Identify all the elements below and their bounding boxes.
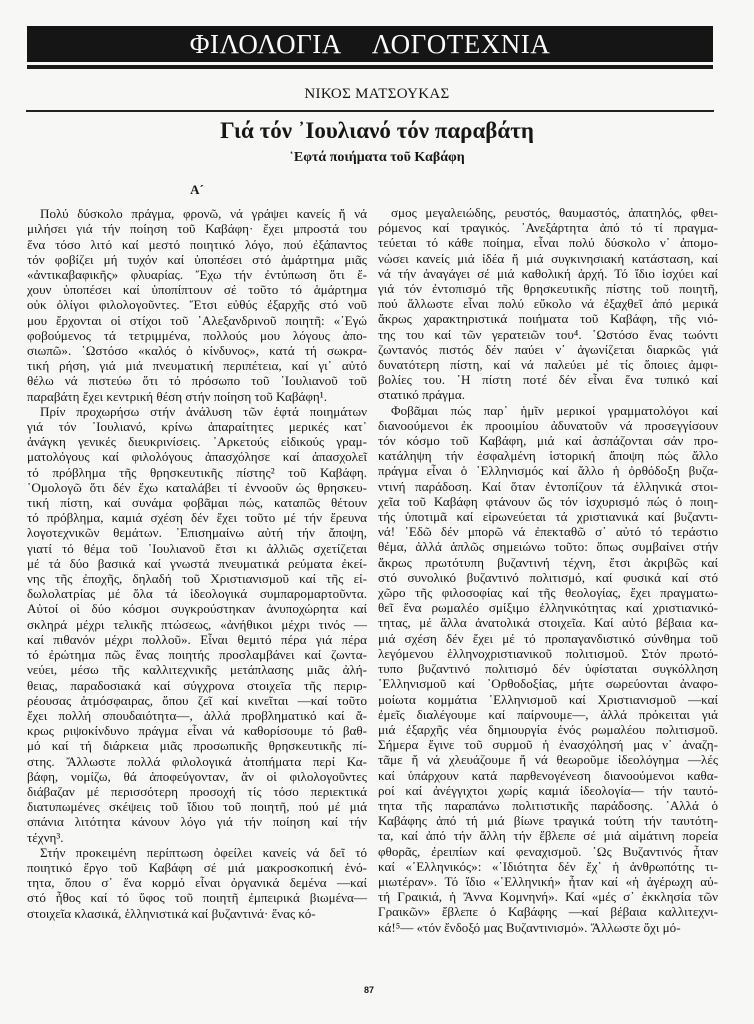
text-line: ἔχει πολλή σπουδαιότητα—, ἀλλά προβληματικό καί ἄ- bbox=[27, 707, 367, 723]
text-line: μου ἔρχονται οἱ στίχοι τοῦ ᾿Αλεξανδρινοῦ ποιητῆ: «᾿Εγώ bbox=[27, 312, 367, 328]
text-line: τό ἐρώτημα πῶς ἕνας ποιητής προσλαμβάνει καί ζωντα- bbox=[27, 647, 367, 663]
text-line: ποιητικό ἔργο τοῦ Καβάφη σέ μιά μακροσκοπική ἑνό- bbox=[27, 859, 367, 875]
text-line: δωλολατρίας μέ ὅλα τά ἰδεολογικά συμπαρομαρτοῦντα. bbox=[27, 586, 367, 602]
text-line: θεῖ ἕνα ρωμαλέο σμίξιμο ἑλληνικότητας καί χριστιανικό- bbox=[378, 600, 718, 616]
text-line: Γραικῶν» ἔβλεπε ὁ Καβάφης —καί βέβαια καλλιτεχνι- bbox=[378, 904, 718, 920]
section-mark: Α´ bbox=[190, 182, 204, 197]
text-line: ζωντανός πιστός δέν παύει ν᾿ ἀγωνίζεται διαρκῶς γιά bbox=[378, 341, 718, 357]
header-rule bbox=[27, 65, 713, 69]
text-line: μό καί τή διάρκεια μιᾶς προσωπικῆς θρησκευτικῆς πί- bbox=[27, 738, 367, 754]
text-line: στης. Ἄλλωστε πολλά φιλολογικά ἀτοπήματα περί Κα- bbox=[27, 753, 367, 769]
text-line: τό πρόβλημα τῆς θρησκευτικῆς πίστης² τοῦ Καβάφη. bbox=[27, 464, 367, 480]
text-line: τή Γραικιά, ἡ Ἄννα Κομνηνή». Καί «μές σ᾿ ἐκκλησία τῶν bbox=[378, 889, 718, 905]
text-line: τᾶμε ἤ νά χλευάζουμε ἤ νά θεωροῦμε ἰδεολόγημα —λές bbox=[378, 752, 718, 768]
right-column-text bbox=[378, 205, 718, 935]
text-line: γιά τόν ἐντοπισμό τῆς θρησκευτικῆς πίστης τοῦ ποιητῆ, bbox=[378, 281, 718, 297]
text-line: τα, καί ἀπό τήν ἄλλη τήν ἔβλεπε σέ μιά αἱμάτινη πορεία bbox=[378, 828, 718, 844]
text-line: γιά τόν ᾿Ιουλιανό, κρίνω ἀπαραίτητες μερικές κατ᾿ bbox=[27, 419, 367, 435]
text-line: χῶρο τῆς φιλοσοφίας καί τῆς θεολογίας, ἔχει πραγματω- bbox=[378, 585, 718, 601]
text-line: σιωπῶ». ῾Ωστόσο «καλός ὁ κίνδυνος», κατά τή σωκρα- bbox=[27, 343, 367, 359]
text-line: δυνατότερη πίστη, καί νά παλεύει μέ τίς ὅποιες ἀμφι- bbox=[378, 357, 718, 373]
text-line: τητα τῆς παραπάνω πολιτιστικῆς παράδοσης. ᾿Αλλά ὁ bbox=[378, 797, 718, 813]
text-line: θέλω νά πιστεύω ὅτι τό πρόσωπο τοῦ ᾿Ιουλιανοῦ τοῦ bbox=[27, 373, 367, 389]
text-line: τητα, ὅπου σ᾿ ἕνα κορμό εἶναι ὀργανικά δεμένα —καί bbox=[27, 875, 367, 891]
text-line: διανοούμενοι ἐκ προοιμίου ἀδυνατοῦν νά προσεγγίσουν bbox=[378, 417, 718, 433]
section-word-literature: ΛΟΓΟΤΕΧΝΙΑ bbox=[371, 29, 551, 59]
text-line: κατάληψη τήν ἐσφαλμένη ἱστορική ἄποψη πώς ἄλλο bbox=[378, 448, 718, 464]
text-line: στό συνολικό βυζαντινό πολιτισμό, καί φυσικά καί στό bbox=[378, 569, 718, 585]
text-line: νά τήν ἀναγάγει σέ μιά καθολική ἀρχή. Τό ἴδιο ἰσχύει καί bbox=[378, 265, 718, 281]
article-subtitle: ῾Εφτά ποιήματα τοῦ Καβάφη bbox=[289, 150, 465, 165]
text-line: χουν ὑποπέσει καί ὑποπίπτουν σέ τοῦτο τό ἁμάρτημα bbox=[27, 282, 367, 298]
text-line: νης τῆς ἐποχῆς, δηλαδή τοῦ Χριστιανισμοῦ καί τῆς εἰ- bbox=[27, 571, 367, 587]
right-column bbox=[378, 205, 718, 935]
text-line: φθορᾶς, ἐρειπίων καί φεναχισμοῦ. ῾Ως Βυζαντινός ἦταν bbox=[378, 843, 718, 859]
text-line: σκληρά μέχρι τελικῆς πτώσεως, «ἀνήθικοι μέχρι τινός — bbox=[27, 616, 367, 632]
text-line: διατυπωμένες σκέψεις τοῦ ἴδιου τοῦ ποιητῆ, πού μέ μιά bbox=[27, 799, 367, 815]
text-line: Στήν προκειμένη περίπτωση ὀφείλει κανείς νά δεῖ τό bbox=[40, 844, 367, 860]
text-line: νά! ᾿Εδῶ δέν μπορῶ νά ἐπεκταθῶ σ᾿ αὐτό τό τεράστιο bbox=[378, 524, 718, 540]
text-line: Σήμερα ἔγινε τοῦ συρμοῦ ἡ ἐνασχόλησή μας ν᾿ ἀναζη- bbox=[378, 737, 718, 753]
article-title: Γιά τόν ᾿Ιουλιανό τόν παραβάτη bbox=[220, 118, 534, 143]
text-line: στατικό πράγμα. bbox=[378, 387, 466, 403]
text-line: της του καί τῶν γερατειῶν του⁴. ῾Ωστόσο ἕνας τωόντι bbox=[378, 326, 718, 342]
left-column bbox=[27, 182, 367, 921]
text-line: ἄκρως πρωτότυπη βυζαντινή τέχνη, ἔτσι ἀκριβῶς καί bbox=[378, 554, 718, 570]
text-line: ἄκρως χαρακτηριστικά ποιήματα τοῦ Καβάφη, τῆς νιό- bbox=[378, 311, 718, 327]
text-line: τυπο βυζαντινό πολιτισμό δέν ὑφίσταται συγκόλληση bbox=[378, 661, 718, 677]
text-line: Φοβᾶμαι πώς παρ᾿ ἡμῖν μερικοί γραμματολόγοι καί bbox=[391, 402, 718, 418]
text-line: πού ἄλλωστε εἶναι πολύ εὔκολο νά ἐξαχθεῖ ἀπό μερικά bbox=[378, 296, 718, 312]
text-line: τό πρόβλημα, καμιά σχέση δέν ἔχει τοῦτο μέ τήν ἔρευνα bbox=[27, 510, 367, 526]
text-line: Πρίν προχωρήσω στήν ἀνάλυση τῶν ἑφτά ποιημάτων bbox=[40, 403, 367, 419]
text-line: τόν κόσμο τοῦ Καβάφη, μιά καί ἀσπάζονται σάν προ- bbox=[378, 433, 718, 449]
text-line: κρως ριψοκίνδυνο πράγμα εἶναι νά καθορίσουμε τό βαθ- bbox=[27, 723, 367, 739]
text-line: ντινή παράδοση. Καί ὅταν ἐντοπίζουν τά ἑλληνικά στοι- bbox=[378, 478, 718, 494]
left-column-text bbox=[27, 206, 367, 921]
text-line: ροί καί ἀνέγγιχτοι χωρίς καμιά ἰδεολογία— τήν ταυτό- bbox=[378, 782, 718, 798]
text-line: ἀνάγκη γενικές διευκρινίσεις. ᾿Αρκετούς εἰδικούς γραμ- bbox=[27, 434, 367, 450]
text-line: καί ὑπάρχουν κατά παρθενογένεση διανοούμενοι καθα- bbox=[378, 767, 718, 783]
text-line: τόν φοβίζει μή τυχόν καί ὑποπέσει στό ἁμάρτημα μιᾶς bbox=[27, 251, 367, 267]
text-line: βάφη, νομίζω, θά ἀποφεύγονταν, ἄν οἱ φιλολογοῦντες bbox=[27, 768, 367, 784]
author-name: ΝΙΚΟΣ ΜΑΤΣΟΥΚΑΣ bbox=[304, 86, 450, 102]
text-line: μιλήσει γιά τήν ποίηση τοῦ Καβάφη· ἔχει μπροστά του bbox=[27, 221, 367, 237]
text-line: τητας, μέ ἄλλα ἀνατολικά στοιχεῖα. Καί αὐτό βέβαια κα- bbox=[378, 615, 718, 631]
section-header-band bbox=[27, 26, 713, 62]
text-line: Πολύ δύσκολο πράγμα, φρονῶ, νά γράψει κανείς ἤ νά bbox=[40, 206, 367, 222]
text-line: οὐκ ὀλίγοι φιλολογοῦντες. Ἔτσι εὐθύς ἐξαρχῆς στό νοῦ bbox=[27, 297, 367, 313]
text-line: πράγμα εἶναι ὁ ῾Ελληνισμός καί ἄλλο ἡ ὀρθόδοξη βυζα- bbox=[378, 463, 718, 479]
text-line: παραβάτη ἔχει κεντρική θέση στήν ποίηση τοῦ Καβάφη¹. bbox=[27, 388, 327, 404]
text-line: φοβούμενος τά τετριμμένα, πολλούς μου λόγους ἀπο- bbox=[27, 327, 367, 343]
text-line: μιωτέραν». Τό ἴδιο «῾Ελληνική» ἦταν καί «ἡ ἀγέρωχη αὐ- bbox=[378, 873, 718, 889]
text-line: τής ὑποτιμᾶ καί εἰρωνεύεται τά χριστιανικά καί βυζαντι- bbox=[378, 509, 718, 525]
text-line: ῾Ελληνισμοῦ καί ᾿Ορθοδοξίας, μήτε σωρεύονται ἀναφο- bbox=[378, 676, 718, 692]
author-rule bbox=[26, 110, 714, 112]
text-line: ρέουσας ἀτμόσφαιρας, ὅπου ζεῖ καί κινεῖται —καί τοῦτο bbox=[27, 692, 367, 708]
section-word-philology: ΦΙΛΟΛΟΓΙΑ bbox=[189, 29, 342, 59]
text-line: στοιχεῖα κλασικά, ἑλληνιστικά καί βυζαντινά· ἕνας κό- bbox=[27, 905, 316, 921]
page-number: 87 bbox=[364, 985, 375, 995]
text-line: σμος μεγαλειώδης, ρευστός, θαυμαστός, ἀπατηλός, φθει- bbox=[391, 205, 718, 220]
text-line: ματολόγους καί φιλολόγους ἀπασχόλησε καί ἀπασχολεῖ bbox=[27, 449, 367, 465]
text-line: Καβάφης ἀπό τή μιά βίωνε τραγικά τούτη τήν ταυτότη- bbox=[378, 813, 718, 829]
text-line: καί πιθανόν μέχρι πολλοῦ». Εἶναι θεμιτό πέρα γιά πέρα bbox=[27, 631, 367, 647]
text-line: τέχνη³. bbox=[27, 829, 64, 845]
text-line: διάβαζαν μέ περισσότερη προσοχή τίς τόσο περιεκτικά bbox=[27, 783, 367, 799]
text-line: καί «῾Ελληνικός»: «᾿Ιδιότητα δέν ἔχ᾿ ἡ ἀνθρωπότης τι- bbox=[378, 858, 718, 874]
text-line: στό ἦθος καί τό ὕφος τοῦ ποιητῆ ἐμπειρικά βιωμένα— bbox=[27, 890, 367, 906]
text-line: ῾Ομολογῶ ὅτι δέν ἔχω καταλάβει τί ἐννοοῦν ὡς θρησκευ- bbox=[27, 479, 367, 495]
text-line: τική ρήση, γιά μιά πνευματική περιπέτεια, καί γι᾿ αὐτό bbox=[27, 358, 367, 374]
text-line: κά!⁵— «τόν ἔνδοξό μας Βυζαντινισμό». Ἄλλωστε ὄχι μό- bbox=[378, 919, 681, 935]
text-line: θέμα, ἀλλά ἁπλῶς σημειώνω τοῦτο: ὅπως συμβαίνει στήν bbox=[378, 539, 718, 555]
text-line: χεῖα τοῦ Καβάφη φτάνουν ὥς τόν ἰσχυρισμό πώς ὁ ποιη- bbox=[378, 493, 718, 509]
text-line: τεύεται τό κάθε ποίημα, εἶναι πολύ δύσκολο ν᾿ ἀπομο- bbox=[378, 235, 718, 251]
text-line: λογοτεχνικῶν θεμάτων. ᾿Επισημαίνω αὐτή τήν ἄποψη, bbox=[27, 525, 367, 541]
text-line: μέ τά δύο βασικά καί γνωστά πνευματικά ρεύματα ἐκεί- bbox=[27, 555, 367, 571]
text-line: θειας, παραδοσιακά καί σύγχρονα στοιχεῖα τῆς περιρ- bbox=[27, 677, 367, 693]
text-line: μιά σχέση δέν ἔχει μέ τό προπαγανδιστικό σύνθημα τοῦ bbox=[378, 630, 718, 646]
text-line: μιά ἐξαρχῆς νέα δημιουργία ἑνός ρωμαλέου πολιτισμοῦ. bbox=[378, 721, 718, 737]
text-line: τική πίστη, καί συνάμα φοβᾶμαι πώς, καταπῶς θέτουν bbox=[27, 495, 367, 511]
text-line: ἕνα τόσο λιτό καί μεστό ποιητικό λόγο, πού ἐξάπαντος bbox=[27, 236, 367, 252]
text-line: ἐμεῖς διαλέγουμε καί παίρνουμε—, ἀλλά πρόκειται γιά bbox=[378, 706, 718, 722]
text-line: σπάνια λιτότητα κάνουν λόγο γιά τήν ποίηση καί τήν bbox=[27, 814, 367, 830]
text-line: γιατί τό θέμα τοῦ ᾿Ιουλιανοῦ ἔτσι κι ἀλλιῶς σχετίζεται bbox=[27, 540, 367, 556]
text-line: βολίες του. ῾Η πίστη ποτέ δέν εἶναι ἕνα τυπικό καί bbox=[378, 372, 718, 388]
text-line: νώσει κανείς μιά ἰδέα ἤ μιά συγκινησιακή κατάσταση, καί bbox=[378, 250, 718, 266]
text-line: μοίωτα κομμάτια ῾Ελληνισμοῦ καί Χριστιανισμοῦ —καί bbox=[378, 691, 718, 707]
text-line: Αὐτοί οἱ δύο κόσμοι συγκρούστηκαν ἀνυποχώρητα καί bbox=[27, 601, 367, 617]
text-line: ρόμενος καί τραγικός. ᾿Ανεξάρτητα ἀπό τό τί πραγμα- bbox=[378, 220, 718, 236]
text-line: λεγόμενου ἑλληνοχριστιανικοῦ πολιτισμοῦ. Στόν πρωτό- bbox=[378, 645, 718, 661]
text-line: «ἀντικαβαφικῆς» φλυαρίας. Ἔχω τήν ἐντύπωση ὅτι ἔ- bbox=[27, 267, 367, 283]
text-line: νεύει, μέσω τῆς καλλιτεχνικῆς μετάπλασης μιᾶς ἀλή- bbox=[27, 662, 367, 678]
